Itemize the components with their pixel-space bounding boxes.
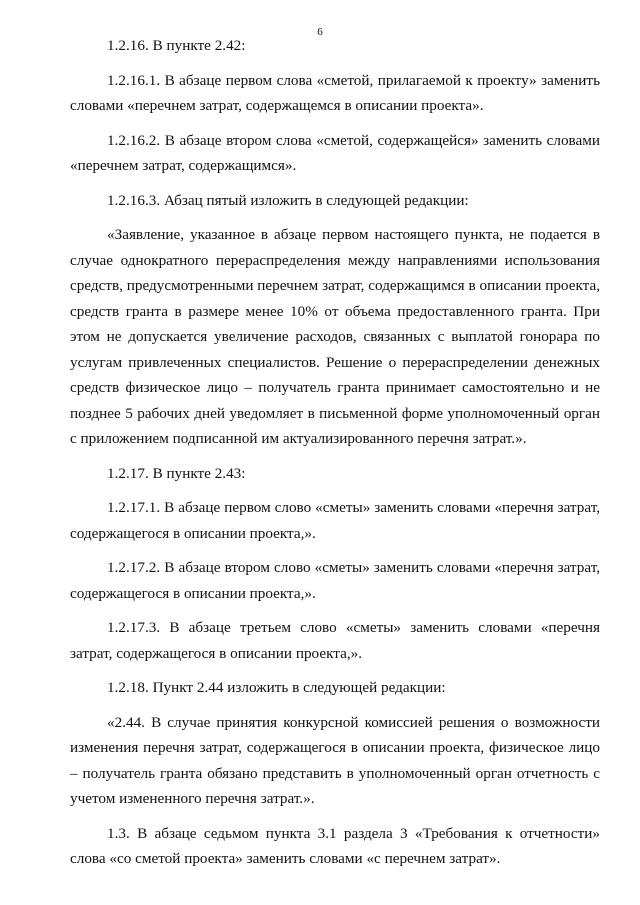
page-number: 6 (317, 26, 323, 38)
paragraph-1-2-17-1: 1.2.17.1. В абзаце первом слово «сметы» заменить словами «перечня затрат, содержащегося в описании проекта,». (70, 499, 600, 542)
paragraph-1-2-16-1: 1.2.16.1. В абзаце первом слова «сметой, прилагаемой к проекту» заменить словами «перечнем затрат, содержащемся в описании проекта». (70, 71, 600, 114)
paragraph-1-2-16-3: 1.2.16.3. Абзац пятый изложить в следующей редакции: (107, 191, 469, 209)
paragraph-1-2-18: 1.2.18. Пункт 2.44 изложить в следующей редакции: (107, 679, 446, 696)
quoted-paragraph-statement: «Заявление, указанное в абзаце первом настоящего пункта, не подается в случае однократного перераспределения между направлениями использования средств, предусмотренными перечнем затрат, содержащимся в описании проекта, средств гранта в размере менее 10% от объема предоставленного гранта. При этом не допускается увеличение расходов, связанных с выплатой гонорара по услугам привлеченных специалистов. Решение о перераспределении денежных средств физическое лицо – получатель гранта принимает самостоятельно и не позднее 5 рабочих дней уведомляет в письменной форме уполномоченный орган с приложением подписанной им актуализированного перечня затрат.». (70, 226, 600, 447)
paragraph-1-2-16: 1.2.16. В пункте 2.42: (107, 37, 246, 54)
document-body (70, 33, 600, 881)
paragraph-1-2-16-2: 1.2.16.2. В абзаце втором слова «сметой, содержащейся» заменить словами «перечнем затрат, содержащимся». (70, 131, 600, 174)
paragraph-1-2-17: 1.2.17. В пункте 2.43: (107, 464, 246, 482)
paragraph-1-3: 1.3. В абзаце седьмом пункта 3.1 раздела 3 «Требования к отчетности» слова «со сметой проекта» заменить словами «с перечнем затрат». (70, 824, 600, 867)
quoted-paragraph-2-44: «2.44. В случае принятия конкурсной комиссией решения о возможности изменения перечня затрат, содержащегося в описании проекта, физическое лицо – получатель гранта обязано представить в уполномоченный орган отчетность с учетом измененного перечня затрат.». (70, 713, 600, 807)
paragraph-1-2-17-3: 1.2.17.3. В абзаце третьем слово «сметы» заменить словами «перечня затрат, содержащегося в описании проекта,». (70, 619, 600, 662)
paragraph-1-2-17-2: 1.2.17.2. В абзаце втором слово «сметы» заменить словами «перечня затрат, содержащегося в описании проекта,». (70, 559, 600, 602)
